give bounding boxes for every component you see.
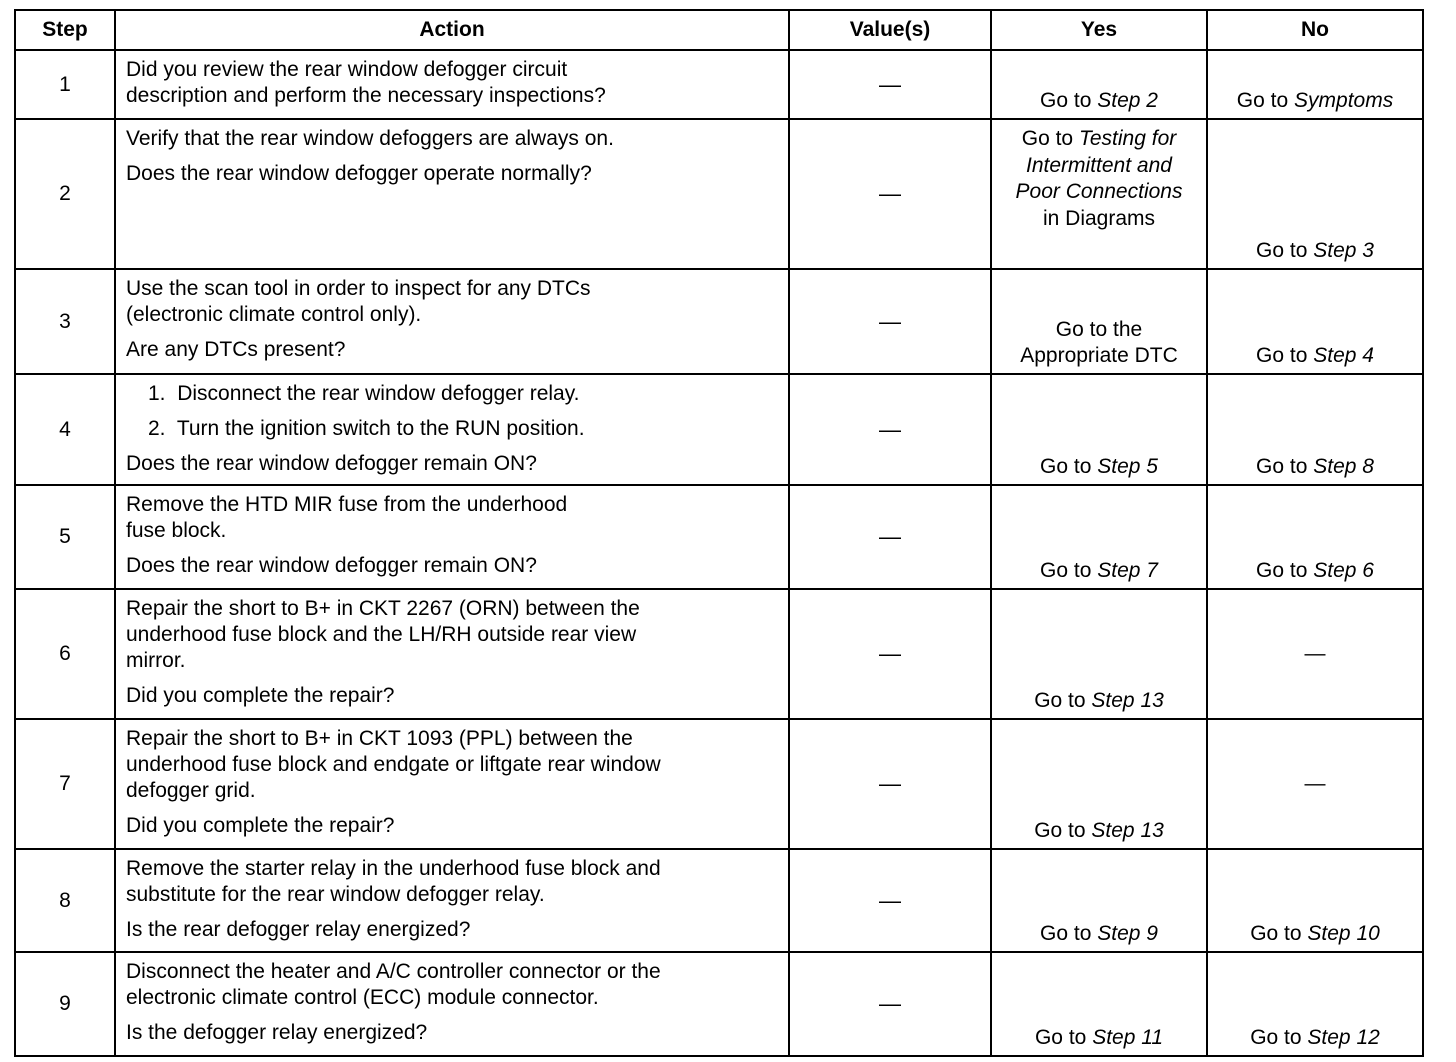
list-number: 2. [148,417,166,440]
step-link[interactable]: Step 9 [1097,922,1158,945]
action-cell [115,719,789,849]
step-number: 3 [15,269,115,374]
go-to-the-text: Go to the [1055,318,1143,341]
step-link[interactable]: Step 5 [1097,455,1158,478]
go-to-text: Go to [1034,819,1086,842]
list-item [148,416,780,442]
table-row [15,849,1423,952]
no-cell [1207,374,1423,485]
no-cell [1207,952,1423,1056]
header-step: Step [15,10,115,50]
step-link[interactable]: Step 13 [1091,689,1164,712]
go-to-text: Go to [1256,559,1308,582]
step-number: 6 [15,589,115,719]
action-cell [115,849,789,952]
action-line: underhood fuse block and the LH/RH outside rear view [126,623,637,646]
action-line: Repair the short to B+ in CKT 2267 (ORN) between the [126,597,640,620]
no-cell [1207,269,1423,374]
table-row [15,119,1423,269]
step-link[interactable]: Step 8 [1313,455,1374,478]
table-row [15,589,1423,719]
step-number: 9 [15,952,115,1056]
go-to-text: Go to [1040,89,1092,112]
go-to-text: Go to [1250,1026,1302,1049]
go-to-text: Go to [1236,89,1289,112]
yes-cell [991,485,1207,589]
symptoms-link[interactable]: Symptoms [1294,89,1394,112]
no-cell [1207,50,1423,119]
value-cell: — [789,719,991,849]
go-to-text: Go to [1021,127,1074,150]
no-cell [1207,849,1423,952]
list-item [148,381,780,407]
step-link[interactable]: Step 6 [1313,559,1374,582]
table-row [15,485,1423,589]
go-to-text: Go to [1256,239,1308,262]
action-cell [115,50,789,119]
testing-link[interactable]: Testing for [1078,127,1177,150]
action-question: Does the rear window defogger operate normally? [126,162,592,185]
value-cell: — [789,589,991,719]
step-number: 5 [15,485,115,589]
value-cell: — [789,849,991,952]
action-line: description and perform the necessary inspections? [126,84,606,107]
value-cell: — [789,374,991,485]
diagnostic-table [14,9,1424,1057]
header-values: Value(s) [789,10,991,50]
numbered-list [126,381,780,442]
yes-cell [991,269,1207,374]
action-line: Remove the HTD MIR fuse from the underhood [126,493,568,516]
header-no: No [1207,10,1423,50]
action-line: Did you review the rear window defogger circuit [126,58,568,81]
yes-cell [991,849,1207,952]
step-link[interactable]: Step 13 [1091,819,1164,842]
go-to-text: Go to [1040,455,1092,478]
step-link[interactable]: Step 4 [1313,344,1374,367]
value-cell: — [789,119,991,269]
step-link[interactable]: Step 7 [1097,559,1158,582]
step-link[interactable]: Step 10 [1307,922,1380,945]
no-cell [1207,119,1423,269]
action-question: Did you complete the repair? [126,684,395,707]
list-text: Disconnect the rear window defogger relay. [177,382,580,405]
action-line: Use the scan tool in order to inspect for any DTCs [126,277,591,300]
action-line: underhood fuse block and endgate or liftgate rear window [126,753,661,776]
go-to-text: Go to [1040,922,1092,945]
table-row [15,374,1423,485]
yes-cell [991,50,1207,119]
step-number: 2 [15,119,115,269]
action-cell [115,589,789,719]
action-line: Disconnect the heater and A/C controller connector or the [126,960,661,983]
action-line: (electronic climate control only). [126,303,422,326]
go-to-text: Go to [1040,559,1092,582]
step-link[interactable]: Step 3 [1313,239,1374,262]
action-cell [115,119,789,269]
testing-link-line[interactable]: Intermittent and [1026,153,1172,177]
yes-cell [991,119,1207,269]
header-row [15,10,1423,50]
yes-cell [991,589,1207,719]
table-row [15,269,1423,374]
action-question: Does the rear window defogger remain ON? [126,554,537,577]
table-row [15,719,1423,849]
go-to-text: Go to [1034,1026,1087,1049]
step-link[interactable]: Step 12 [1307,1026,1380,1049]
action-question: Is the defogger relay energized? [126,1021,428,1044]
no-cell [1207,719,1423,849]
go-to-text: Go to [1250,922,1302,945]
appropriate-dtc-text: Appropriate DTC [1020,344,1178,367]
action-cell [115,952,789,1056]
go-to-text: Go to [1256,344,1308,367]
step-number: 7 [15,719,115,849]
yes-cell [991,952,1207,1056]
action-line: Verify that the rear window defoggers are always on. [126,127,614,150]
value-cell: — [789,50,991,119]
yes-cell [991,719,1207,849]
action-question: Are any DTCs present? [126,338,346,361]
step-number: 1 [15,50,115,119]
action-cell [115,374,789,485]
table-row [15,50,1423,119]
action-question: Did you complete the repair? [126,814,395,837]
go-to-text: Go to [1034,689,1086,712]
step-link[interactable]: Step 2 [1097,89,1158,112]
list-text: Turn the ignition switch to the RUN position. [176,417,585,440]
value-cell: — [789,485,991,589]
value-cell: — [789,952,991,1056]
action-cell [115,485,789,589]
step-link[interactable]: Step 11 [1092,1026,1164,1049]
action-question: Is the rear defogger relay energized? [126,918,471,941]
action-line: substitute for the rear window defogger relay. [126,883,545,906]
step-number: 8 [15,849,115,952]
action-line: electronic climate control (ECC) module connector. [126,986,599,1009]
header-action: Action [115,10,789,50]
yes-cell [991,374,1207,485]
no-dash: — [1304,642,1326,665]
header-yes: Yes [991,10,1207,50]
no-cell [1207,485,1423,589]
action-line: Remove the starter relay in the underhood fuse block and [126,857,661,880]
testing-link-line[interactable]: Poor Connections [1015,180,1183,203]
action-cell [115,269,789,374]
step-number: 4 [15,374,115,485]
no-dash: — [1304,772,1326,795]
action-line: mirror. [126,649,186,672]
value-cell: — [789,269,991,374]
action-question: Does the rear window defogger remain ON? [126,452,537,475]
action-line: fuse block. [126,519,227,542]
go-to-text: Go to [1256,455,1308,478]
in-diagrams-text: in Diagrams [1042,206,1156,230]
list-number: 1. [148,382,166,405]
table-row [15,952,1423,1056]
no-cell [1207,589,1423,719]
action-line: defogger grid. [126,779,256,802]
action-line: Repair the short to B+ in CKT 1093 (PPL) between the [126,727,633,750]
